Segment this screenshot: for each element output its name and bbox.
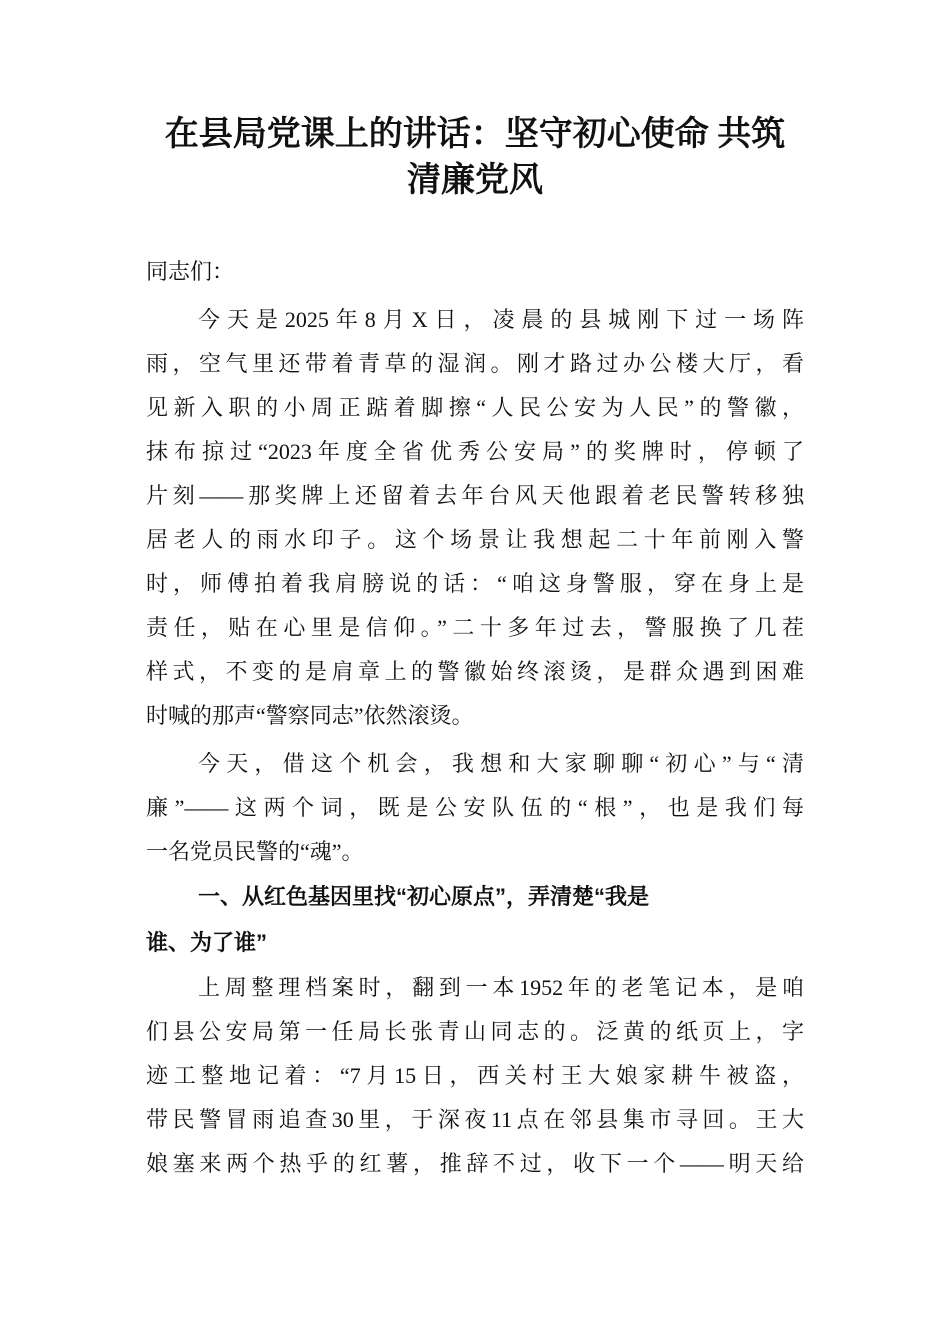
- paragraph-2: [146, 742, 804, 874]
- text-line: 上周整理档案时，翻到一本1952年的老笔记本，是咱: [198, 975, 804, 1000]
- paragraph-1: [146, 298, 804, 738]
- text-line: 时喊的那声“警察同志”依然滚烫。: [146, 703, 474, 728]
- text-line: 今天，借这个机会，我想和大家聊聊“初心”与“清: [198, 751, 804, 776]
- document-body: [146, 250, 804, 1186]
- section-heading: [146, 874, 804, 966]
- text-line: 一名党员民警的“魂”。: [146, 839, 364, 864]
- text-line: 抹布掠过“2023年度全省优秀公安局”的奖牌时，停顿了: [146, 439, 804, 464]
- text-line: 迹工整地记着：“7月15日，西关村王大娘家耕牛被盗，: [146, 1063, 804, 1088]
- text-line: 责任，贴在心里是信仰。”二十多年过去，警服换了几茬: [146, 615, 804, 640]
- heading-line: 谁、为了谁”: [146, 930, 268, 955]
- paragraph-3: [146, 966, 804, 1186]
- text-line: 样式，不变的是肩章上的警徽始终滚烫，是群众遇到困难: [146, 659, 804, 684]
- heading-line: 一、从红色基因里找“初心原点”，弄清楚“我是: [198, 884, 650, 909]
- text-line: 们县公安局第一任局长张青山同志的。泛黄的纸页上，字: [146, 1019, 804, 1044]
- text-line: 今天是2025年8月X日，凌晨的县城刚下过一场阵: [198, 307, 804, 332]
- text-line: 娘塞来两个热乎的红薯，推辞不过，收下一个——明天给: [146, 1151, 804, 1176]
- greeting: 同志们：: [146, 259, 235, 284]
- text-line: 雨，空气里还带着青草的湿润。刚才路过办公楼大厅，看: [146, 351, 804, 376]
- title-line: 在县局党课上的讲话：坚守初心使命 共筑: [164, 116, 786, 153]
- text-line: 居老人的雨水印子。这个场景让我想起二十年前刚入警: [146, 527, 804, 552]
- text-line: 见新入职的小周正踮着脚擦“人民公安为人民”的警徽，: [146, 395, 804, 420]
- text-line: 时，师傅拍着我肩膀说的话：“咱这身警服，穿在身上是: [146, 571, 804, 596]
- title-line: 清廉党风: [407, 162, 543, 199]
- text-line: 片刻——那奖牌上还留着去年台风天他跟着老民警转移独: [146, 483, 804, 508]
- text-line: 带民警冒雨追查30里，于深夜11点在邻县集市寻回。王大: [146, 1107, 804, 1132]
- document-title: [130, 112, 820, 204]
- text-line: 廉”——这两个词，既是公安队伍的“根”，也是我们每: [146, 795, 804, 820]
